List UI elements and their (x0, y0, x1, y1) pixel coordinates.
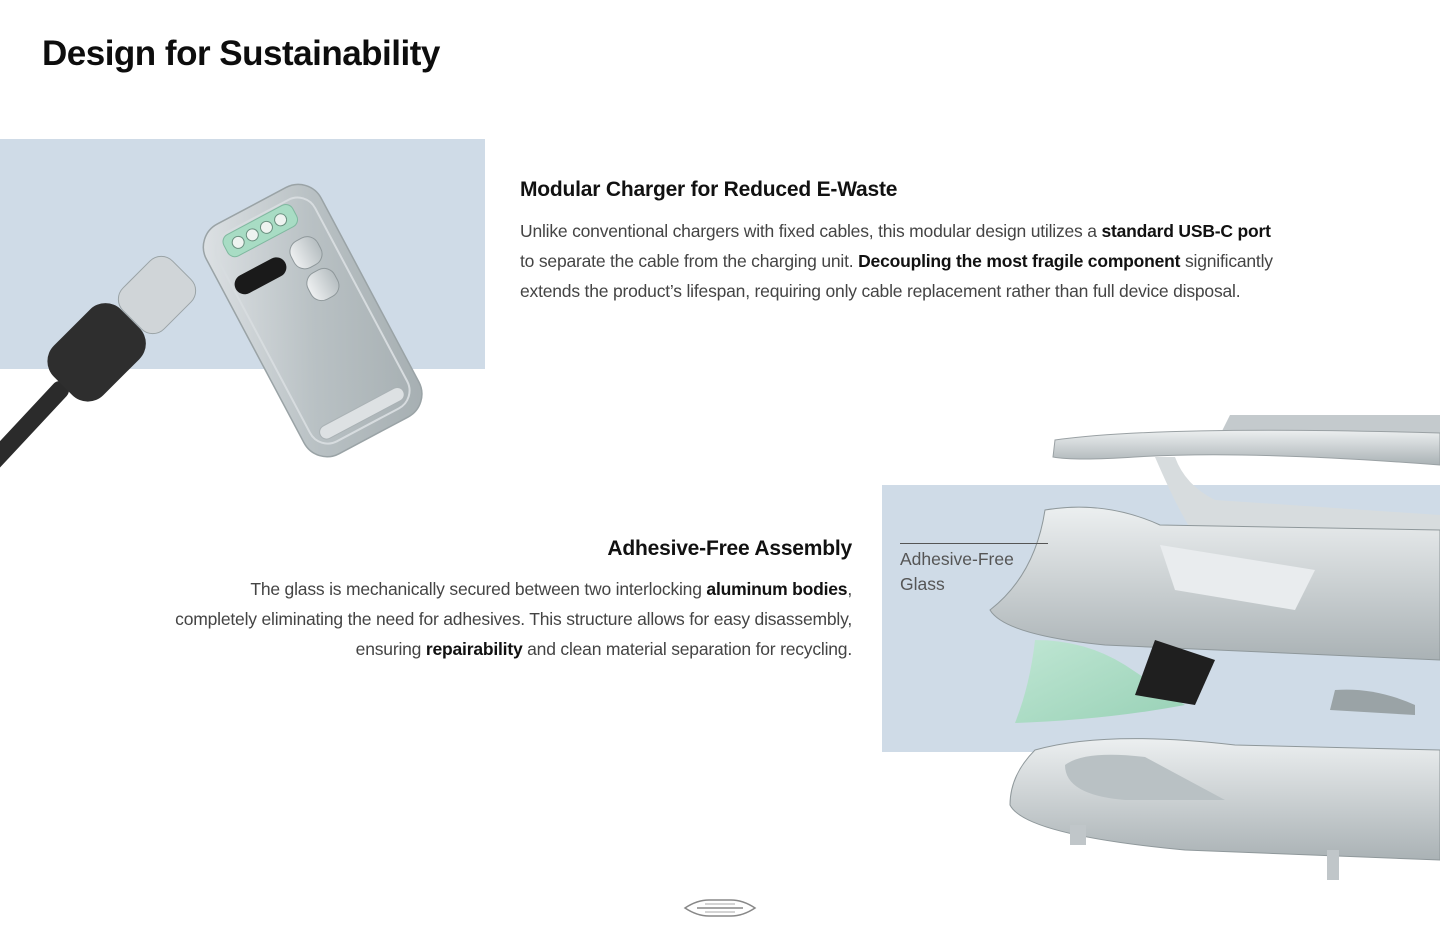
exploded-assembly-illustration (985, 405, 1440, 895)
page-title: Design for Sustainability (42, 34, 440, 73)
section1-line-1 (520, 216, 1370, 246)
section2-title: Adhesive-Free Assembly (607, 537, 852, 560)
callout-line-2: Glass (900, 574, 945, 594)
section1-title: Modular Charger for Reduced E-Waste (520, 178, 898, 201)
usb-c-cable (0, 250, 202, 465)
section1-emphasis: Decoupling the most fragile component (858, 251, 1181, 271)
section2-emphasis: repairability (425, 639, 523, 659)
section1-line-2 (520, 246, 1370, 276)
charger-body (194, 175, 431, 466)
callout-line-1: Adhesive-Free (900, 549, 1014, 569)
section1-body (520, 216, 1370, 306)
section2-body (92, 574, 852, 664)
section1-text: significantly (1180, 251, 1273, 271)
section2-line-2: completely eliminating the need for adhesives. This structure allows for easy disassembly, (175, 609, 852, 629)
page-ornament-icon (683, 896, 757, 920)
section2-line-1 (92, 574, 852, 604)
section2-line-3 (92, 634, 852, 664)
section2-text: The glass is mechanically secured between two interlocking (250, 579, 707, 599)
section2-text: and clean material separation for recycling. (522, 639, 852, 659)
upper-ring (990, 507, 1440, 660)
callout-label (900, 547, 1014, 597)
section1-text: to separate the cable from the charging unit. (520, 251, 859, 271)
section1-emphasis: standard USB-C port (1101, 221, 1271, 241)
usb-c-charger-illustration (0, 140, 490, 470)
section2-text: ensuring (355, 639, 426, 659)
section1-line-3: extends the product’s lifespan, requiring only cable replacement rather than full device disposal. (520, 281, 1241, 301)
section2-emphasis: aluminum bodies (706, 579, 848, 599)
section1-text: Unlike conventional chargers with fixed cables, this modular design utilizes a (520, 221, 1102, 241)
section2-text: , (847, 579, 852, 599)
bottom-ring (1010, 739, 1440, 880)
callout-leader-line (900, 543, 1048, 544)
